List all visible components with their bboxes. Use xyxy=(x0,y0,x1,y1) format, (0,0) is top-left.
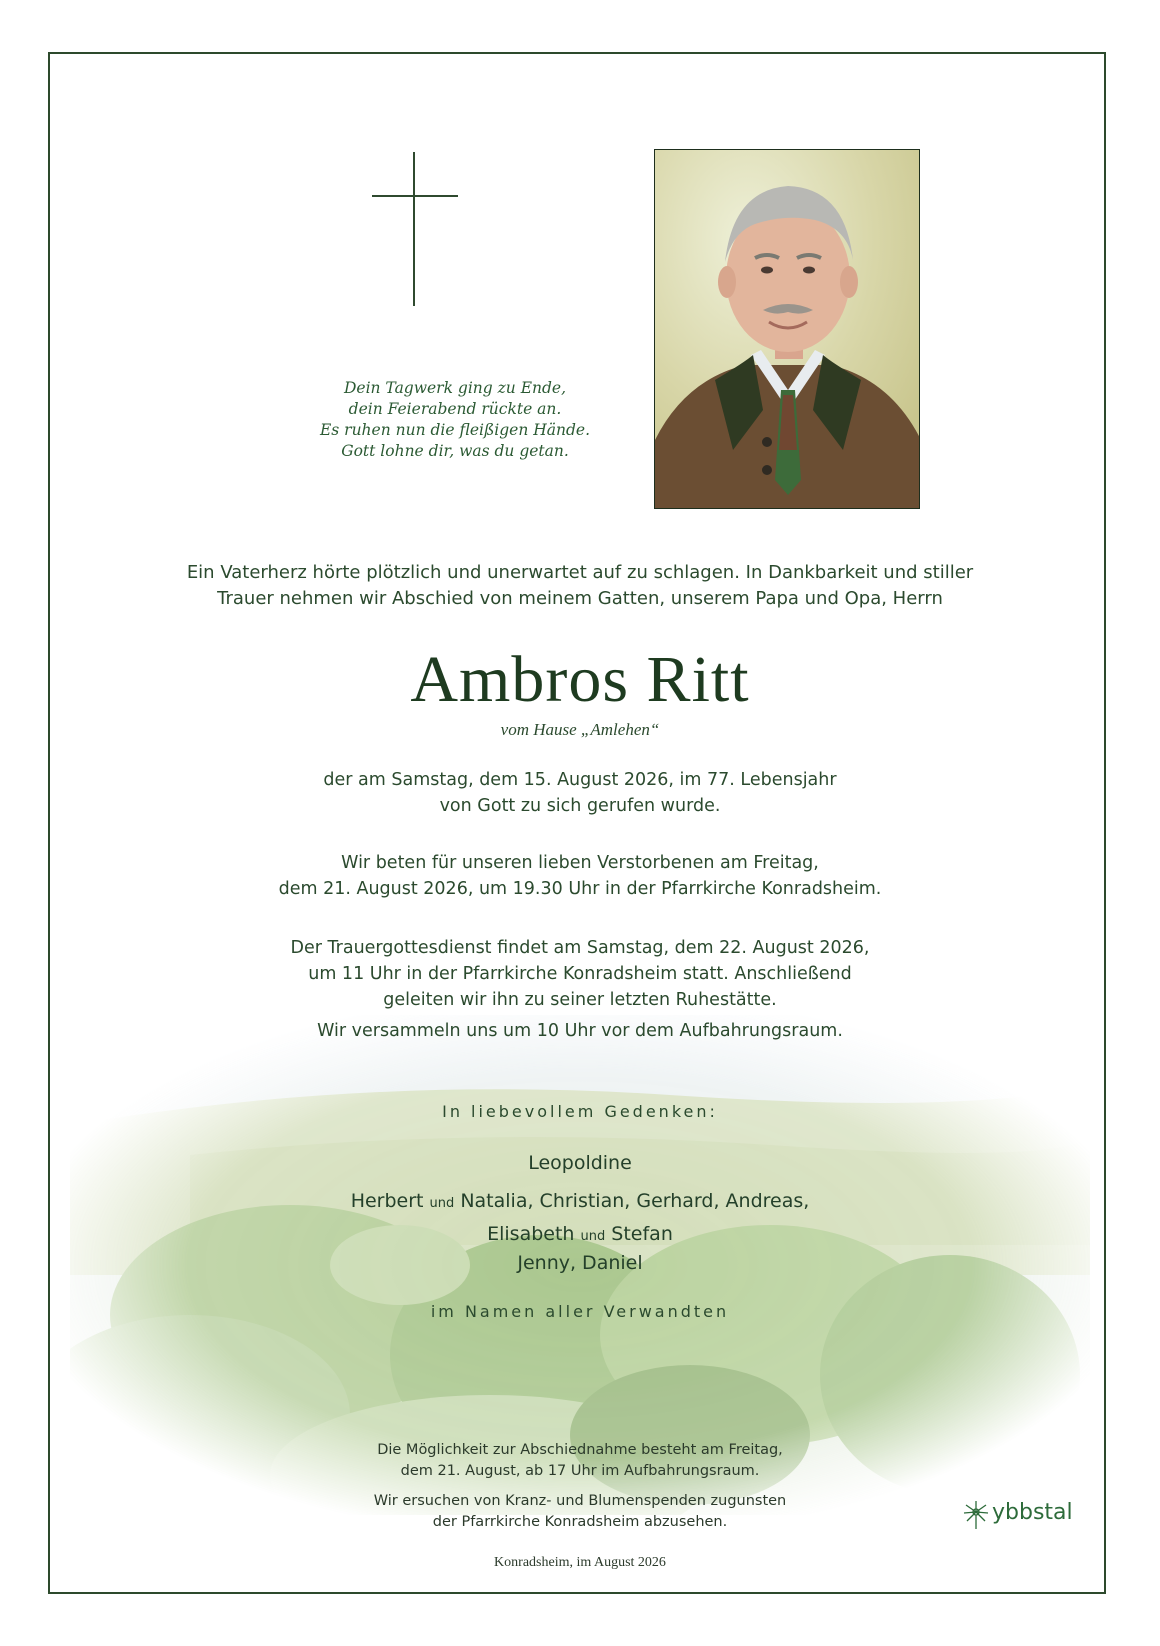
farewell-note xyxy=(120,1440,1040,1482)
deceased-name: Ambros Ritt xyxy=(410,643,750,716)
paragraph-line: der am Samstag, dem 15. August 2026, im 77. Lebensjahr xyxy=(323,770,837,790)
family-line: Leopoldine xyxy=(528,1152,632,1174)
paragraph-line: um 11 Uhr in der Pfarrkirche Konradsheim statt. Anschließend xyxy=(308,964,852,984)
und-connector: und xyxy=(429,1196,455,1211)
note-line: Die Möglichkeit zur Abschiednahme besteht am Freitag, xyxy=(377,1442,783,1458)
poem-line: Gott lohne dir, was du getan. xyxy=(341,442,569,460)
note-line: der Pfarrkirche Konradsheim abzusehen. xyxy=(432,1514,728,1530)
place-date: Konradsheim, im August 2026 xyxy=(494,1555,666,1570)
gather-paragraph: Wir versammeln uns um 10 Uhr vor dem Aufbahrungsraum. xyxy=(317,1021,843,1041)
paragraph-line: geleiten wir ihn zu seiner letzten Ruhestätte. xyxy=(383,990,777,1010)
intro-text xyxy=(120,560,1040,612)
family-grandchildren: Jenny, Daniel xyxy=(517,1252,643,1274)
death-paragraph xyxy=(120,767,1040,819)
intro-line: Ein Vaterherz hörte plötzlich und unerwartet auf zu schlagen. In Dankbarkeit und stiller xyxy=(186,562,974,583)
service-paragraph xyxy=(120,935,1040,1013)
poem-line: Es ruhen nun die fleißigen Hände. xyxy=(319,421,591,439)
deceased-house: vom Hause „Amlehen“ xyxy=(500,720,660,739)
paragraph-line: von Gott zu sich gerufen wurde. xyxy=(439,796,721,816)
family-name: Stefan xyxy=(611,1223,673,1245)
und-connector: und xyxy=(580,1229,606,1244)
family-name: Natalia, Christian, Gerhard, Andreas, xyxy=(460,1190,810,1212)
prayer-paragraph xyxy=(120,850,1040,902)
paragraph-line: dem 21. August 2026, um 19.30 Uhr in der Pfarrkirche Konradsheim. xyxy=(278,879,882,899)
poem-line: Dein Tagwerk ging zu Ende, xyxy=(343,379,567,397)
family-closing: im Namen aller Verwandten xyxy=(430,1302,730,1321)
donation-note xyxy=(120,1491,1040,1533)
paragraph-line: Wir beten für unseren lieben Verstorbenen am Freitag, xyxy=(341,853,819,873)
portrait-photo xyxy=(654,149,920,509)
poem-line: dein Feierabend rückte an. xyxy=(348,400,562,418)
family-name: Elisabeth xyxy=(487,1223,575,1245)
cross-icon xyxy=(372,152,458,306)
intro-line: Trauer nehmen wir Abschied von meinem Gatten, unserem Papa und Opa, Herrn xyxy=(217,588,943,609)
ybbstal-logo xyxy=(962,1496,1090,1536)
dandelion-icon xyxy=(962,1500,990,1530)
poem xyxy=(230,378,680,462)
paragraph-line: Der Trauergottesdienst findet am Samstag, dem 22. August 2026, xyxy=(290,938,870,958)
family-name: Herbert xyxy=(350,1190,424,1212)
family-heading: In liebevollem Gedenken: xyxy=(442,1102,718,1121)
note-line: Wir ersuchen von Kranz- und Blumenspenden zugunsten xyxy=(373,1493,787,1509)
logo-text: ybbstal xyxy=(992,1500,1073,1525)
note-line: dem 21. August, ab 17 Uhr im Aufbahrungsraum. xyxy=(400,1463,760,1479)
family-children xyxy=(120,1186,1040,1252)
